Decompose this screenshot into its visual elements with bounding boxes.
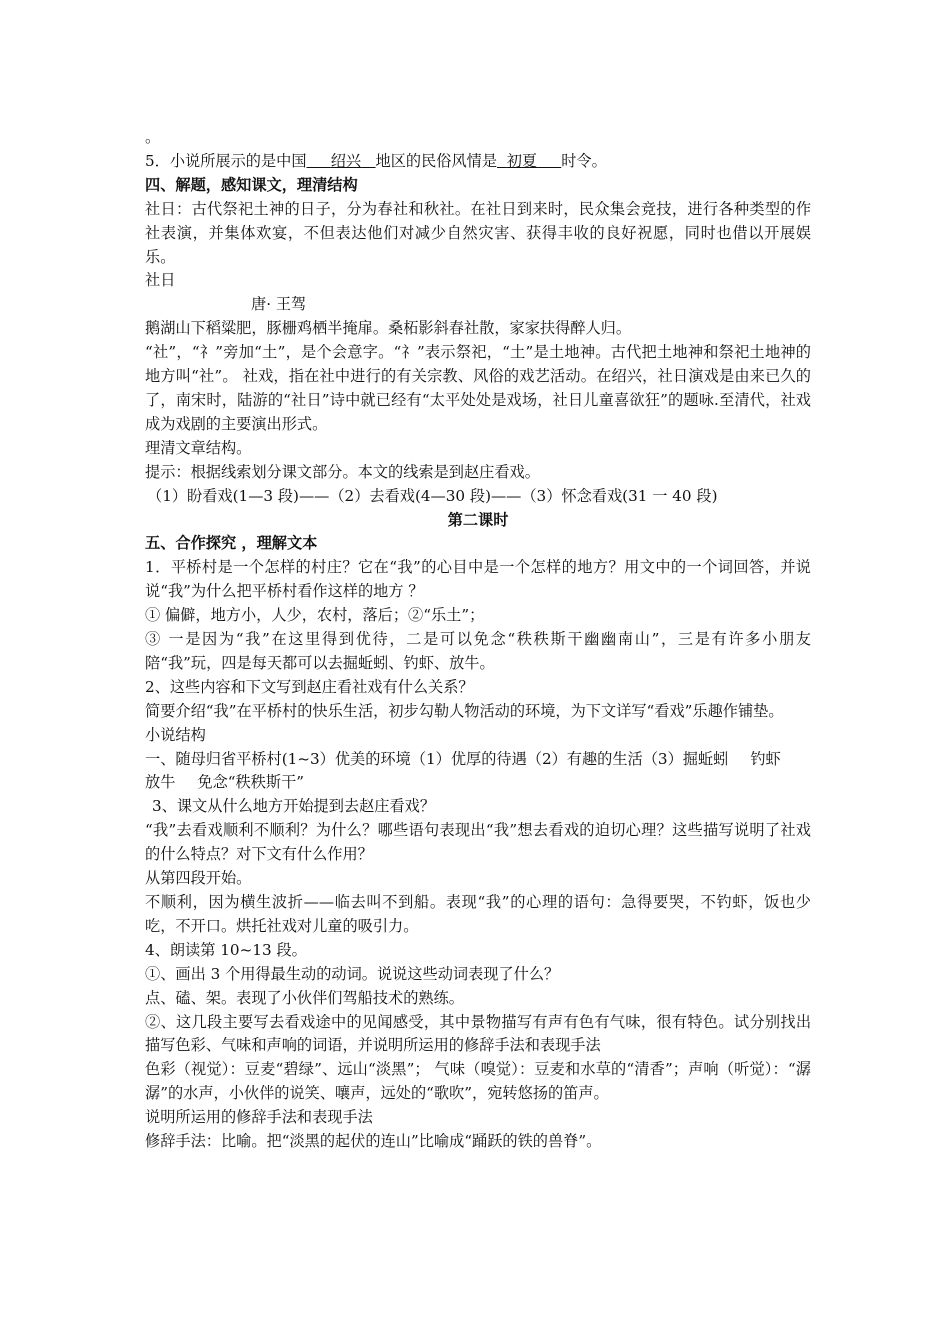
answer-1a: ① 偏僻，地方小，人少，农村，落后；②“乐土”； xyxy=(145,606,485,625)
text-span: 放牛 xyxy=(145,773,176,792)
answer-blank-season xyxy=(497,152,561,170)
novel-structure-label: 小说结构 xyxy=(145,725,206,744)
question-1: 1．平桥村是一个怎样的村庄？它在“我”的心目中是一个怎样的地方？用文中的一个词回答，并说说“我”为什么把平桥村看作这样的地方 ？ xyxy=(145,558,811,601)
poem-title: 社日 xyxy=(145,271,176,290)
text-span: 时令。 xyxy=(561,151,607,170)
answer-3a: 从第四段开始。 xyxy=(145,869,252,888)
question-4b: ②、这几段主要写去看戏途中的见闻感受，其中景物描写有声有色有气味，很有特色。试分别找出描写色彩、气味和声响的词语，并说明所运用的修辞手法和表现手法 xyxy=(145,1012,811,1055)
question-4a: ①、画出 3 个用得最生动的动词。说说这些动词表现了什么？ xyxy=(145,964,560,983)
text-span: 免念“秩秩斯干” xyxy=(197,773,305,792)
answer-4a: 点、磕、架。表现了小伙伴们驾船技术的熟练。 xyxy=(145,988,464,1007)
text-span: 地区的民俗风情是 xyxy=(375,151,498,170)
parts-line: （1）盼看戏(1—3 段)——（2）去看戏(4—30 段)——（3）怀念看戏(31 一 40 段) xyxy=(147,486,718,505)
text-line: 。 xyxy=(145,128,161,146)
section-heading-4: 四、解题，感知课文，理清结构 xyxy=(145,175,358,194)
lesson-heading: 第二课时 xyxy=(447,510,509,529)
structure-line-1 xyxy=(145,748,811,772)
hint-line: 提示：根据线索划分课文部分。本文的线索是到赵庄看戏。 xyxy=(145,462,540,481)
answer-region: 绍兴 xyxy=(330,151,362,170)
rhetoric-line: 修辞手法：比喻。把“淡黑的起伏的连山”比喻成“踊跃的铁的兽脊”。 xyxy=(145,1132,602,1151)
question-3b: “我”去看戏顺利不顺利？为什么？哪些语句表现出“我”想去看戏的迫切心理？这些描写说明了社戏的什么特点？对下文有什么作用？ xyxy=(145,821,811,864)
answer-3b: 不顺利，因为横生波折——临去叫不到船。表现“我”的心理的语句：急得要哭，不钓虾，饭也少吃，不开口。烘托社戏对儿童的吸引力。 xyxy=(145,893,811,935)
question-3: 3、课文从什么地方开始提到去赵庄看戏？ xyxy=(152,797,436,816)
answer-season: 初夏 xyxy=(506,151,538,170)
section-heading-5: 五、合作探究 ，理解文本 xyxy=(145,534,318,553)
text-span: 5．小说所展示的是中国 xyxy=(145,151,307,170)
answer-1b: ③ 一是因为“我”在这里得到优待，二是可以免念“秩秩斯干幽幽南山”，三是有许多小朋友陪“我”玩，四是每天都可以去掘蚯蚓、钓虾、放牛。 xyxy=(145,630,811,672)
question-4: 4、朗读第 10~13 段。 xyxy=(145,940,307,959)
structure-line-2 xyxy=(145,771,811,795)
answer-blank-region xyxy=(307,152,376,170)
poem-text: 鹅湖山下稻粱肥，豚栅鸡栖半掩扉。桑柘影斜春社散，家家扶得醉人归。 xyxy=(145,319,631,338)
question-5-line xyxy=(145,150,811,174)
question-2: 2、这些内容和下文写到赵庄看社戏有什么关系？ xyxy=(145,677,474,696)
answer-2: 简要介绍“我”在平桥村的快乐生活，初步勾勒人物活动的环境，为下文详写“看戏”乐趣作铺垫。 xyxy=(145,701,784,720)
poem-author: 唐· 王驾 xyxy=(251,295,307,314)
answer-4b: 色彩（视觉）：豆麦“碧绿”、远山“淡黑”； 气味（嗅觉）：豆麦和水草的“清香”；声响（听觉）：“潺潺”的水声，小伙伴的说笑、嚷声，远处的“歌吹”，宛转悠扬的笛声。 xyxy=(145,1060,811,1103)
text-span: 钓虾 xyxy=(750,749,781,768)
structure-label: 理清文章结构。 xyxy=(145,438,252,457)
text-span: 一、随母归省平桥村(1~3）优美的环境（1）优厚的待遇（2）有趣的生活（3）掘蚯蚓 xyxy=(145,749,729,768)
paragraph-sheri: 社日：古代祭祀土神的日子，分为春社和秋社。在社日到来时，民众集会竞技，进行各种类型的作社表演，并集体欢宴，不但表达他们对减少自然灾害、获得丰收的良好祝愿，同时也借以开展娱乐。 xyxy=(145,199,811,266)
paragraph-she: “社”，“礻”旁加“土”，是个会意字。“礻”表示祭祀，“土”是土地神。古代把土地神和祭祀土地神的地方叫“社”。 社戏，指在社中进行的有关宗教、风俗的戏艺活动。在绍兴，社日演戏是由来已久的了，南宋时，陆游的“社日”诗中就已经有“太平处处是戏场，社日儿童喜欲狂”的题咏.至清代，社戏成为戏剧的主要演出形式。 xyxy=(145,343,811,433)
explain-line: 说明所运用的修辞手法和表现手法 xyxy=(145,1108,373,1127)
document-page xyxy=(145,126,811,1154)
